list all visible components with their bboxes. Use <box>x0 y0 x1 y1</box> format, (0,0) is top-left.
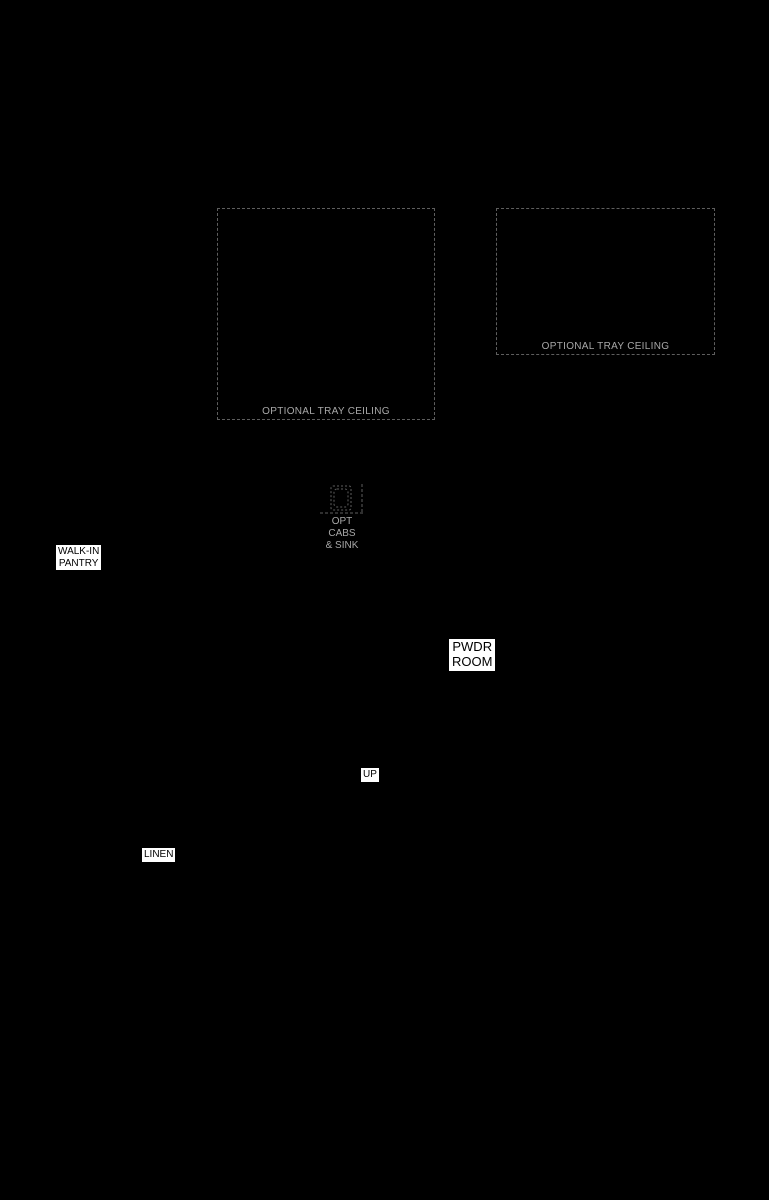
opt-note-line-1: OPT <box>331 516 353 527</box>
opt-note-line-2: CABS <box>328 528 356 539</box>
walk-in-pantry-label <box>56 545 101 570</box>
opt-note-line-3: & SINK <box>325 540 359 551</box>
opt-sink-icon <box>318 480 366 516</box>
powder-label-line-1: PWDR <box>452 639 493 654</box>
optional-tray-ceiling-right <box>496 208 715 355</box>
pantry-label-line-1: WALK-IN <box>58 546 100 557</box>
powder-room-label <box>449 639 495 671</box>
tray-ceiling-label-left: OPTIONAL TRAY CEILING <box>262 406 390 417</box>
powder-label-line-2: ROOM <box>452 653 493 669</box>
tray-ceiling-label-right: OPTIONAL TRAY CEILING <box>541 341 670 352</box>
linen-closet-label: LINEN <box>144 849 174 860</box>
optional-tray-ceiling-left <box>217 208 435 420</box>
pantry-label-line-2: PANTRY <box>58 557 99 569</box>
opt-cabs-sink-note <box>312 516 372 552</box>
stairs-up-label: UP <box>363 769 377 780</box>
